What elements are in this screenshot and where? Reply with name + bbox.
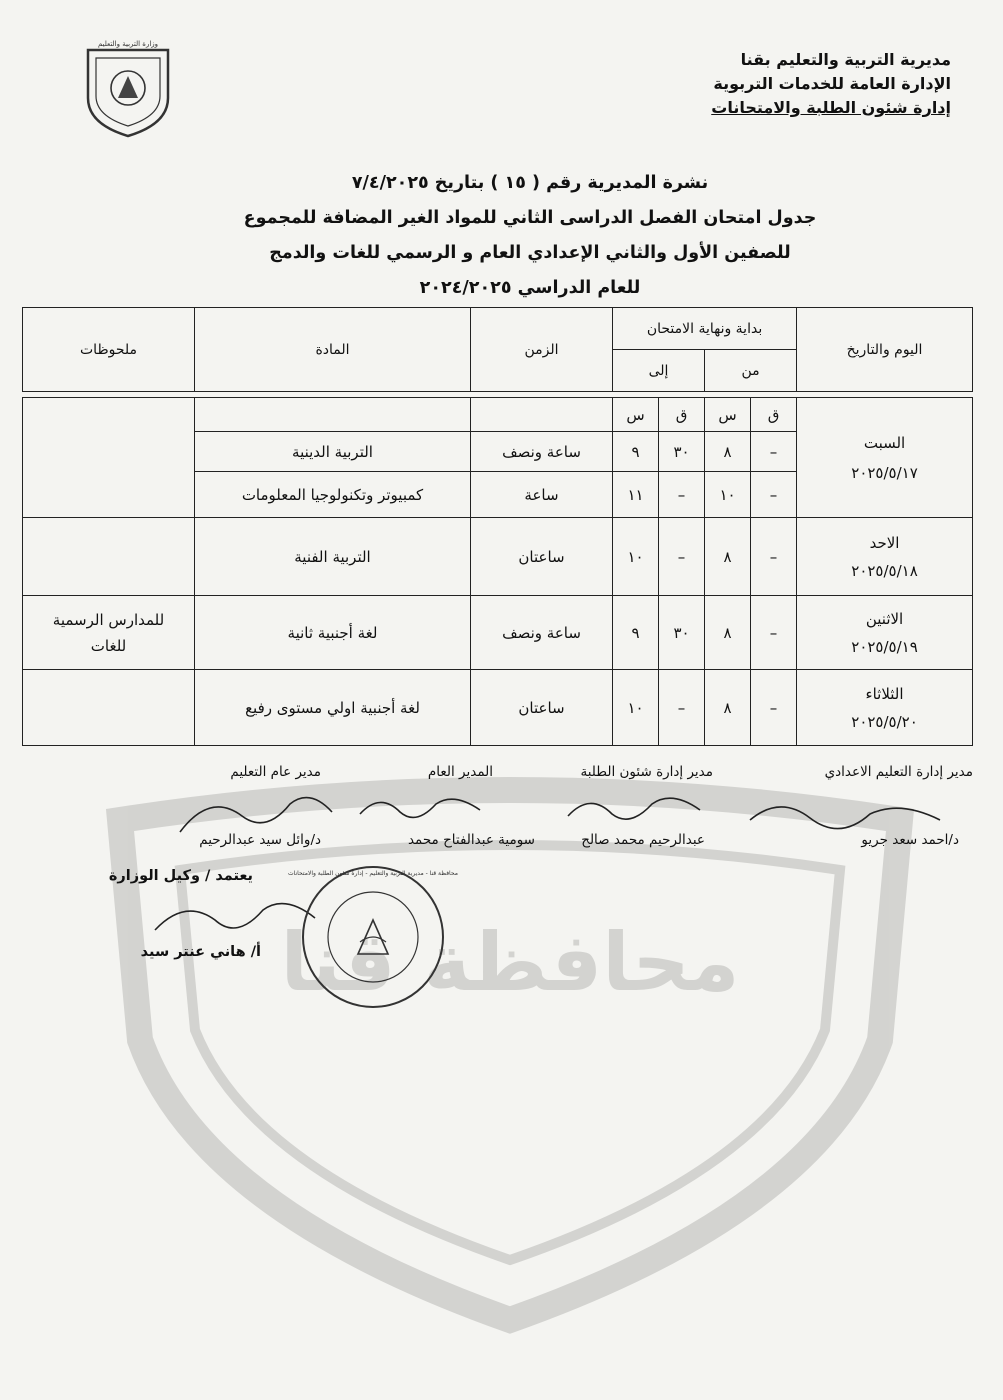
day-name: الاثنين [865,609,904,628]
watermark-emblem [60,780,960,1340]
unit-minute-to: ق [659,398,705,432]
duration: ساعة [471,472,613,518]
from-hour: ٨ [705,670,751,746]
signature-name-preparatory: د/احمد سعد جريو [861,832,959,848]
header-duration: الزمن [471,308,613,392]
organization-header [711,48,951,120]
exam-date: ٢٠٢٥/٥/١٨ [851,561,918,580]
approval-name: أ/ هاني عنتر سيد [140,944,261,960]
ministry-logo [82,36,174,140]
duration: ساعة ونصف [471,432,613,472]
title-line-1: جدول امتحان الفصل الدراسى الثاني للمواد الغير المضافة للمجموع [243,208,817,228]
to-hour: ١١ [613,472,659,518]
exam-schedule-table [22,307,973,746]
signature-name-education-director: د/وائل سيد عبدالرحيم [199,832,321,848]
from-hour: ٨ [705,596,751,670]
org-line-2: الإدارة العامة للخدمات التربوية [713,74,951,93]
day-date-cell [797,670,973,746]
duration: ساعة ونصف [471,596,613,670]
logo-text: وزارة التربية والتعليم [97,40,159,48]
day-date-cell [797,518,973,596]
from-hour: ١٠ [705,472,751,518]
header-subject: المادة [195,308,471,392]
from-minute: – [751,472,797,518]
subject: لغة أجنبية اولي مستوى رفيع [195,670,471,746]
signature-title-general-director: المدير العام [427,764,493,780]
duration: ساعتان [471,670,613,746]
document-titles [180,166,880,306]
exam-date: ٢٠٢٥/٥/١٧ [851,463,918,482]
title-line-2: للصفين الأول والثاني الإعدادي العام و الرسمي للغات والدمج [269,243,791,263]
signature-name-general-director: سومية عبدالفتاح محمد [407,832,535,848]
signature-title-education-director: مدير عام التعليم [230,764,321,780]
to-hour: ١٠ [613,670,659,746]
signature-title-student-affairs: مدير إدارة شئون الطلبة [580,764,713,780]
header-notes: ملحوظات [23,308,195,392]
from-minute: – [751,518,797,596]
unit-hour-from: س [705,398,751,432]
day-name: الاحد [869,533,900,552]
handwritten-signature [560,784,710,834]
subject: التربية الفنية [195,518,471,596]
day-date-cell [797,398,973,518]
from-hour: ٨ [705,518,751,596]
stamp-text: محافظة قنا - مديرية التربية والتعليم - إدارة شئون الطلبة والامتحانات [288,870,458,877]
notes-cell [23,518,195,596]
to-minute: – [659,472,705,518]
handwritten-signature [350,786,490,830]
signature-name-student-affairs: عبدالرحيم محمد صالح [581,832,705,848]
bulletin-title: نشرة المديرية رقم ( ١٥ ) بتاريخ ٧/٤/٢٠٢٥ [351,173,709,193]
subject: التربية الدينية [195,432,471,472]
to-minute: – [659,670,705,746]
to-minute: ٣٠ [659,596,705,670]
notes-cell: للمدارس الرسمية للغات [23,596,195,670]
notes-cell [23,398,195,518]
exam-date: ٢٠٢٥/٥/١٩ [851,637,918,656]
from-minute: – [751,670,797,746]
title-line-3: للعام الدراسي ٢٠٢٤/٢٠٢٥ [419,278,641,298]
to-minute: ٣٠ [659,432,705,472]
to-hour: ١٠ [613,518,659,596]
unit-minute-from: ق [751,398,797,432]
notes-cell [23,670,195,746]
to-minute: – [659,518,705,596]
to-hour: ٩ [613,432,659,472]
header-day-date: اليوم والتاريخ [797,308,973,392]
header-to: إلى [613,350,705,392]
from-minute: – [751,432,797,472]
subject: لغة أجنبية ثانية [195,596,471,670]
from-minute: – [751,596,797,670]
day-date-cell [797,596,973,670]
official-stamp [288,862,458,1012]
day-name: الثلاثاء [865,684,904,703]
exam-date: ٢٠٢٥/٥/٢٠ [851,712,918,731]
duration: ساعتان [471,518,613,596]
subject: كمبيوتر وتكنولوجيا المعلومات [195,472,471,518]
day-name: السبت [863,433,906,452]
blank-cell [471,398,613,432]
to-hour: ٩ [613,596,659,670]
from-hour: ٨ [705,432,751,472]
approval-label: يعتمد / وكيل الوزارة [108,868,253,884]
watermark-text: محافظة قنا [280,916,740,1009]
blank-cell [195,398,471,432]
org-line-3: إدارة شئون الطلبة والامتحانات [711,98,951,117]
header-from: من [705,350,797,392]
unit-hour-to: س [613,398,659,432]
header-exam-window: بداية ونهاية الامتحان [613,308,797,350]
org-line-1: مديرية التربية والتعليم بقنا [740,50,951,69]
signature-title-preparatory: مدير إدارة التعليم الاعدادي [824,764,973,780]
